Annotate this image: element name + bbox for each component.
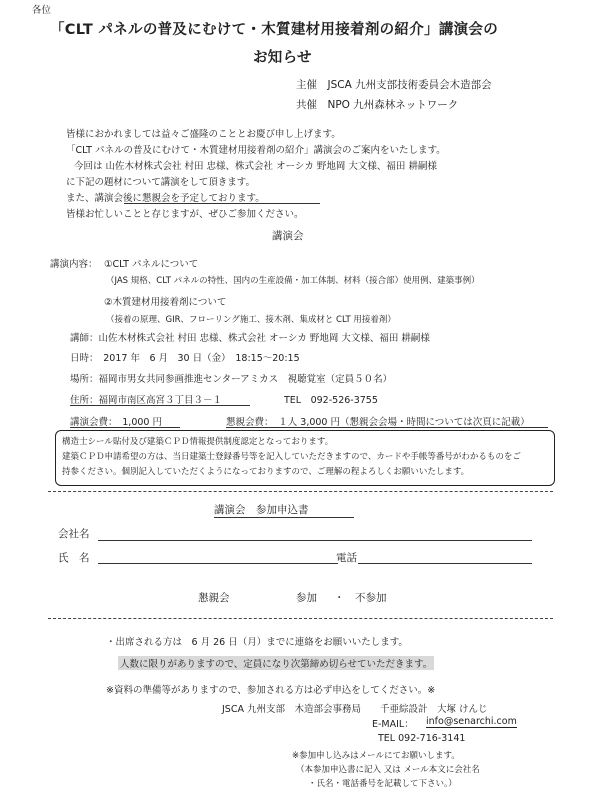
option-separator: ・ (334, 592, 345, 604)
notice-line: 持参ください。個別記入していただくようになっておりますので、ご理解の程よろしくお願いいたします。 (62, 467, 470, 477)
footnote: ・氏名・電話番号を記載して下さい。） (308, 779, 457, 789)
underline (214, 517, 354, 518)
party-not-attend-option[interactable]: 不参加 (355, 592, 387, 604)
company-field[interactable] (98, 540, 532, 541)
email-label: E-MAIL： (372, 719, 414, 730)
intro-line: 「CLT パネルの普及にむけて・木質建材用接着剤の紹介」講演会のご案内をいたします。 (66, 145, 446, 156)
cut-line (48, 618, 553, 619)
capacity-note: 人数に限りがありますので、定員になり次第締め切らせていただきます。 (118, 656, 434, 670)
underline (124, 203, 320, 204)
intro-line: 皆様におかれましては益々ご盛隆のこととお慶び申し上げます。 (66, 129, 341, 140)
contact-email-link[interactable]: info@senarchi.com (426, 716, 517, 727)
phone-label: 電話 (336, 552, 357, 564)
event-date: 日時： 2017 年 6 月 30 日（金） 18:15～20:15 (70, 353, 300, 364)
footnote: （本参加申込書に記入 又は メール本文に会社名 (296, 765, 480, 775)
party-attend-option[interactable]: 参加 (296, 592, 317, 604)
notice-line: 建築ＣＰＤ申請希望の方は、当日建築士登録番号等を記入していただきますので、カードや手帳等番号がわかるものをご (62, 452, 521, 462)
company-label: 会社名 (58, 528, 90, 540)
contact-info: JSCA 九州支部 木造部会事務局 千亜綜設計 大塚 けんじ (222, 704, 488, 715)
cut-line (48, 491, 553, 492)
speakers: 講師：山佐木材株式会社 村田 忠様、株式会社 オーシカ 野地岡 大文様、福田 耕嗣様 (70, 333, 430, 344)
underline (70, 427, 180, 428)
event-venue: 場所：福岡市男女共同参画推進センターアミカス 視聴覚室（定員５０名） (70, 374, 393, 385)
lecture-fee: 講演会費： 1,000 円 (70, 417, 162, 428)
phone-field[interactable] (358, 563, 532, 564)
salutation: 各位 (32, 5, 52, 16)
lecture-item2-title: ②木質建材用接着剤について (104, 297, 227, 308)
lecture-item2-detail: （接着の原理、GIR、フローリング施工、接木剤、集成材と CLT 用接着剤） (106, 315, 396, 325)
event-address: 住所：福岡市南区高宮３丁目３－１ (70, 395, 223, 406)
party-label: 懇親会 (198, 592, 230, 604)
name-field[interactable] (98, 563, 338, 564)
lecture-item1-detail: （JAS 規格、CLT パネルの特性、国内の生産設備・加工体制、材料（接合部）使用例、建築事例） (106, 276, 480, 286)
intro-line: に下記の題材について講演をして頂きます。 (66, 177, 256, 188)
prep-note: ※資料の準備等がありますので、参加される方は必ず申込をしてください。※ (106, 685, 436, 696)
deadline-note: ・出席される方は 6 月 26 日（月）までに連絡をお願いいたします。 (106, 637, 408, 648)
intro-line: 皆様お忙しいことと存じますが、ぜひご参加ください。 (66, 209, 304, 220)
page-title-line2: お知らせ (253, 50, 312, 66)
event-tel: TEL 092-526-3755 (284, 395, 378, 406)
footnote: ※参加申し込みはメールにてお願いします。 (292, 751, 460, 761)
co-organizer: 共催 NPO 九州森林ネットワーク (296, 99, 459, 111)
underline (70, 405, 250, 406)
lecture-item1-title: ①CLT パネルについて (104, 259, 199, 270)
intro-line: また、講演会後に懇親会を予定しております。 (66, 193, 265, 204)
form-heading: 講演会 参加申込書 (214, 504, 309, 516)
contact-tel: TEL 092-716-3141 (378, 733, 466, 744)
underline (226, 427, 548, 428)
lecture-heading: 講演会 (272, 230, 304, 242)
organizer: 主催 JSCA 九州支部技術委員会木造部会 (296, 79, 492, 91)
notice-line: 構造士シール貼付及び建築ＣＰＤ情報提供制度認定となっております。 (62, 437, 334, 447)
party-fee: 懇親会費： １人 3,000 円（懇親会会場・時間については次頁に記載） (226, 417, 530, 428)
name-label: 氏 名 (58, 552, 90, 564)
intro-line: 今回は 山佐木材株式会社 村田 忠様、株式会社 オーシカ 野地岡 大文様、福田 耕嗣様 (74, 161, 437, 172)
content-label: 講演内容： (50, 259, 98, 270)
page-title: 「CLT パネルの普及にむけて・木質建材用接着剤の紹介」講演会の (50, 22, 499, 38)
